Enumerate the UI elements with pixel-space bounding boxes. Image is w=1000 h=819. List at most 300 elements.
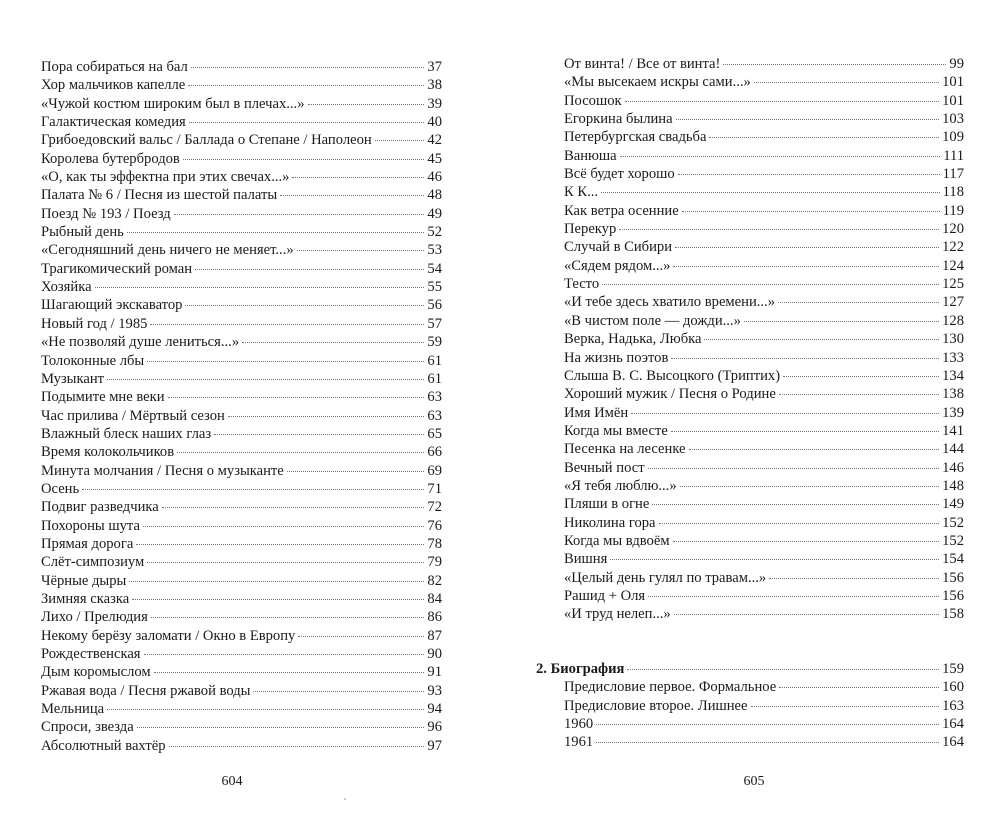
toc-entry-title: Спроси, звезда [41, 719, 134, 736]
toc-entry[interactable] [564, 110, 964, 128]
toc-entry-title: Шагающий экскаватор [41, 297, 183, 314]
toc-entry-title: Толоконные лбы [41, 352, 145, 369]
toc-entry[interactable] [41, 590, 442, 608]
toc-entry[interactable] [41, 517, 442, 535]
toc-entry[interactable] [41, 95, 442, 113]
toc-entry-page: 90 [427, 646, 442, 662]
toc-entry-title: Подымите мне веки [41, 389, 165, 406]
dot-leader [659, 523, 940, 524]
toc-entry[interactable] [41, 186, 442, 204]
dot-leader [674, 614, 939, 615]
toc-entry[interactable] [41, 663, 442, 681]
dot-leader [619, 229, 939, 230]
left-page-number: 604 [221, 774, 243, 789]
toc-entry[interactable] [41, 370, 442, 388]
toc-entry-page: 69 [427, 462, 442, 479]
toc-entry-page: 96 [427, 719, 442, 736]
toc-entry[interactable] [41, 168, 442, 186]
toc-entry-page: 139 [942, 404, 964, 421]
toc-entry-page: 119 [942, 202, 964, 219]
toc-entry-title: Ржавая вода / Песня ржавой воды [41, 682, 251, 699]
dot-leader [671, 431, 939, 432]
toc-entry[interactable] [564, 312, 964, 330]
toc-entry-page: 40 [427, 114, 442, 131]
toc-entry-title: Дым коромыслом [41, 664, 151, 681]
toc-entry-title: «И труд нелеп...» [564, 606, 671, 623]
dot-leader [751, 706, 940, 707]
toc-entry-page: 94 [427, 701, 442, 718]
toc-entry[interactable] [564, 404, 964, 422]
toc-entry-page: 91 [427, 664, 442, 681]
toc-entry-title: «Сядем рядом...» [564, 257, 671, 274]
toc-entry[interactable] [536, 697, 964, 715]
toc-entry[interactable] [564, 55, 964, 73]
dot-leader [620, 156, 941, 157]
paper-speck [344, 798, 346, 800]
dot-leader [676, 119, 940, 120]
biography-section [536, 660, 964, 752]
toc-entry-title: Рашид + Оля [564, 587, 646, 604]
dot-leader [682, 211, 940, 212]
dot-leader [783, 376, 939, 377]
toc-entry-page: 156 [942, 587, 964, 604]
dot-leader [136, 544, 424, 545]
dot-leader [168, 397, 425, 398]
toc-entry-page: 134 [942, 367, 964, 384]
toc-entry-page: 117 [942, 166, 964, 183]
toc-entry-page: 53 [427, 242, 442, 259]
dot-leader [678, 174, 940, 175]
toc-entry-page: 101 [942, 74, 964, 91]
dot-leader [147, 361, 424, 362]
toc-entry-page: 79 [427, 554, 442, 571]
toc-entry[interactable] [41, 241, 442, 259]
dot-leader [680, 486, 939, 487]
toc-entry-page: 57 [427, 315, 442, 332]
toc-entry[interactable] [564, 422, 964, 440]
toc-entry-title: Николина гора [564, 514, 656, 531]
toc-entry-page: 158 [942, 606, 964, 623]
toc-entry-title: Случай в Сибири [564, 239, 673, 256]
toc-entry[interactable] [41, 388, 442, 406]
dot-leader [185, 305, 424, 306]
toc-entry-page: 120 [942, 221, 964, 238]
toc-entry-page: 42 [427, 132, 442, 149]
toc-entry-page: 163 [942, 697, 964, 714]
dot-leader [648, 596, 939, 597]
toc-entry-page: 138 [942, 386, 964, 403]
toc-entry[interactable] [564, 605, 964, 623]
dot-leader [183, 159, 425, 160]
dot-leader [709, 137, 939, 138]
toc-entry[interactable] [41, 572, 442, 590]
toc-entry[interactable] [41, 498, 442, 516]
dot-leader [602, 284, 939, 285]
toc-entry-page: 63 [427, 407, 442, 424]
toc-entry[interactable] [564, 385, 964, 403]
toc-entry-title: Грибоедовский вальс / Баллада о Степане / Наполеон [41, 132, 372, 149]
toc-entry-title: Слёт-симпозиум [41, 554, 145, 571]
toc-entry-page: 156 [942, 569, 964, 586]
toc-entry[interactable] [564, 514, 964, 532]
toc-entry-page: 152 [942, 514, 964, 531]
toc-entry-page: 144 [942, 441, 964, 458]
dot-leader [779, 687, 939, 688]
toc-entry-title: 1961 [564, 734, 594, 751]
toc-entry-title: Егоркина былина [564, 111, 673, 128]
toc-entry[interactable] [41, 480, 442, 498]
dot-leader [298, 636, 424, 637]
dot-leader [723, 64, 946, 65]
toc-entry[interactable] [564, 367, 964, 385]
toc-entry-title: Вечный пост [564, 459, 645, 476]
toc-entry[interactable] [564, 220, 964, 238]
toc-entry-page: 76 [427, 517, 442, 534]
toc-entry[interactable] [564, 92, 964, 110]
toc-entry[interactable] [41, 150, 442, 168]
toc-entry-page: 38 [427, 77, 442, 94]
toc-entry[interactable] [564, 569, 964, 587]
toc-entry-title: 1960 [564, 716, 594, 733]
toc-entry[interactable] [564, 330, 964, 348]
toc-entry[interactable] [564, 128, 964, 146]
toc-entry-title: Предисловие второе. Лишнее [564, 697, 748, 714]
dot-leader [648, 468, 940, 469]
toc-entry[interactable] [41, 260, 442, 278]
toc-entry[interactable] [564, 73, 964, 91]
toc-entry-page: 164 [942, 734, 964, 751]
toc-entry[interactable] [41, 333, 442, 351]
toc-entry[interactable] [564, 293, 964, 311]
dot-leader [673, 266, 939, 267]
toc-entry-title: Имя Имён [564, 404, 629, 421]
toc-entry-title: Верка, Надька, Любка [564, 331, 702, 348]
toc-entry[interactable] [564, 550, 964, 568]
section-heading[interactable] [536, 660, 964, 678]
toc-entry-page: 45 [427, 150, 442, 167]
section-heading-title: 2. Биография [536, 661, 625, 677]
toc-entry-page: 146 [942, 459, 964, 476]
toc-entry-title: Вишня [564, 551, 608, 568]
dot-leader [308, 104, 425, 105]
toc-entry-page: 103 [942, 111, 964, 128]
toc-entry-title: Как ветра осенние [564, 202, 679, 219]
toc-entry-page: 111 [943, 147, 964, 164]
toc-entry-page: 37 [427, 59, 442, 75]
toc-entry-title: «В чистом поле — дожди...» [564, 312, 741, 329]
toc-entry-title: Когда мы вдвоём [564, 532, 670, 549]
dot-leader [744, 321, 939, 322]
toc-entry[interactable] [41, 223, 442, 241]
toc-entry-title: Некому берёзу заломати / Окно в Европу [41, 627, 296, 644]
toc-entry-page: 82 [427, 572, 442, 589]
toc-entry-page: 78 [427, 535, 442, 552]
dot-leader [601, 192, 940, 193]
toc-entry-page: 61 [427, 352, 442, 369]
toc-entry-page: 148 [942, 477, 964, 494]
dot-leader [144, 654, 425, 655]
toc-entry[interactable] [41, 737, 442, 755]
toc-entry[interactable] [41, 700, 442, 718]
toc-entry[interactable] [564, 183, 964, 201]
dot-leader [162, 507, 425, 508]
dot-leader [754, 82, 939, 83]
toc-entry-page: 122 [942, 239, 964, 256]
toc-entry-title: «Мы высекаем искры сами...» [564, 74, 751, 91]
dot-leader [253, 691, 424, 692]
toc-entry-page: 55 [427, 279, 442, 296]
toc-entry-title: Песенка на лесенке [564, 441, 686, 458]
dot-leader [147, 562, 424, 563]
toc-entry-page: 125 [942, 276, 964, 293]
toc-entry-title: Всё будет хорошо [564, 166, 675, 183]
toc-entry-title: Хороший мужик / Песня о Родине [564, 386, 776, 403]
right-page [500, 0, 1000, 819]
toc-entry-title: Час прилива / Мёртвый сезон [41, 407, 225, 424]
dot-leader [778, 302, 939, 303]
toc-entry-title: Абсолютный вахтёр [41, 737, 166, 754]
dot-leader [169, 746, 425, 747]
toc-entry-page: 127 [942, 294, 964, 311]
right-toc-list [564, 55, 964, 624]
toc-entry[interactable] [41, 315, 442, 333]
toc-entry-page: 87 [427, 627, 442, 644]
toc-entry-page: 133 [942, 349, 964, 366]
toc-entry[interactable] [536, 715, 964, 733]
toc-entry-title: «Не позволяй душе лениться...» [41, 334, 240, 351]
dot-leader [127, 232, 425, 233]
dot-leader [132, 599, 424, 600]
toc-entry-title: От винта! / Все от винта! [564, 56, 721, 72]
toc-entry-page: 84 [427, 590, 442, 607]
dot-leader [673, 541, 940, 542]
dot-leader [154, 672, 425, 673]
dot-leader [652, 504, 939, 505]
toc-entry[interactable] [564, 495, 964, 513]
toc-entry-title: Влажный блеск наших глаз [41, 425, 212, 442]
toc-entry-title: Ванюша [564, 147, 617, 164]
toc-entry-title: Пора собираться на бал [41, 59, 188, 75]
toc-entry[interactable] [41, 535, 442, 553]
toc-entry[interactable] [41, 718, 442, 736]
toc-entry[interactable] [564, 147, 964, 165]
toc-entry-page: 93 [427, 682, 442, 699]
dot-leader [704, 339, 939, 340]
toc-entry[interactable] [41, 407, 442, 425]
dot-leader [242, 342, 424, 343]
dot-leader [189, 122, 425, 123]
dot-leader [228, 416, 425, 417]
toc-entry-page: 109 [942, 129, 964, 146]
toc-entry-title: Зимняя сказка [41, 590, 130, 607]
toc-entry-page: 149 [942, 496, 964, 513]
toc-entry[interactable] [564, 202, 964, 220]
toc-entry[interactable] [41, 553, 442, 571]
toc-entry-page: 59 [427, 334, 442, 351]
dot-leader [82, 489, 424, 490]
toc-entry-title: Похороны шута [41, 517, 140, 534]
toc-entry-title: Палата № 6 / Песня из шестой палаты [41, 187, 278, 204]
toc-entry-page: 101 [942, 92, 964, 109]
toc-entry-title: «Чужой костюм широким был в плечах...» [41, 95, 305, 112]
dot-leader [214, 434, 424, 435]
dot-leader [174, 214, 425, 215]
toc-entry-title: «И тебе здесь хватило времени...» [564, 294, 775, 311]
dot-leader [375, 140, 425, 141]
toc-entry-title: Прямая дорога [41, 535, 134, 552]
toc-entry-page: 49 [427, 205, 442, 222]
dot-leader [195, 269, 424, 270]
toc-entry-page: 130 [942, 331, 964, 348]
toc-entry[interactable] [41, 278, 442, 296]
toc-entry-title: Лихо / Прелюдия [41, 609, 148, 626]
toc-entry-title: «Целый день гулял по травам...» [564, 569, 767, 586]
dot-leader [107, 379, 424, 380]
dot-leader [287, 471, 425, 472]
toc-entry[interactable] [564, 459, 964, 477]
toc-entry-page: 54 [427, 260, 442, 277]
toc-entry-title: Время колокольчиков [41, 444, 175, 461]
toc-entry-title: Минута молчания / Песня о музыканте [41, 462, 284, 479]
dot-leader [631, 413, 939, 414]
toc-entry-title: Тесто [564, 276, 600, 293]
toc-entry[interactable] [41, 627, 442, 645]
toc-entry-title: Осень [41, 480, 80, 497]
toc-entry-title: «О, как ты эффектна при этих свечах...» [41, 169, 290, 186]
toc-entry-title: Рыбный день [41, 224, 124, 241]
toc-entry[interactable] [41, 352, 442, 370]
toc-entry-page: 52 [427, 224, 442, 241]
toc-entry-page: 39 [427, 95, 442, 112]
toc-entry-page: 152 [942, 532, 964, 549]
dot-leader [143, 526, 424, 527]
dot-leader [627, 669, 939, 670]
toc-entry-page: 66 [427, 444, 442, 461]
dot-leader [188, 85, 424, 86]
toc-entry[interactable] [41, 462, 442, 480]
toc-entry-title: Когда мы вместе [564, 422, 668, 439]
dot-leader [625, 101, 940, 102]
toc-entry[interactable] [41, 76, 442, 94]
toc-entry-title: Поезд № 193 / Поезд [41, 205, 171, 222]
dot-leader [191, 67, 425, 68]
toc-entry-page: 118 [942, 184, 964, 201]
toc-entry[interactable] [564, 257, 964, 275]
toc-entry-title: Хор мальчиков капелле [41, 77, 186, 94]
toc-entry[interactable] [564, 477, 964, 495]
toc-entry-title: Слыша В. С. Высоцкого (Триптих) [564, 367, 781, 384]
toc-entry-title: Рождественская [41, 646, 141, 662]
toc-entry[interactable] [536, 733, 964, 751]
dot-leader [177, 452, 424, 453]
dot-leader [671, 358, 939, 359]
toc-entry-page: 72 [427, 499, 442, 516]
toc-entry-title: На жизнь поэтов [564, 349, 669, 366]
toc-entry-page: 65 [427, 425, 442, 442]
toc-entry[interactable] [564, 440, 964, 458]
toc-entry-page: 128 [942, 312, 964, 329]
dot-leader [150, 324, 424, 325]
toc-entry[interactable] [41, 608, 442, 626]
toc-entry-page: 160 [942, 679, 964, 696]
dot-leader [151, 617, 425, 618]
toc-entry[interactable] [41, 645, 442, 663]
toc-entry[interactable] [564, 165, 964, 183]
toc-entry-page: 63 [427, 389, 442, 406]
toc-entry-page: 141 [942, 422, 964, 439]
dot-leader [129, 581, 424, 582]
toc-entry[interactable] [536, 678, 964, 696]
dot-leader [95, 287, 425, 288]
toc-entry-page: 48 [427, 187, 442, 204]
toc-entry-page: 124 [942, 257, 964, 274]
toc-entry-title: Королева бутербродов [41, 150, 180, 167]
toc-entry-title: Хозяйка [41, 279, 92, 296]
toc-entry[interactable] [41, 425, 442, 443]
dot-leader [689, 449, 940, 450]
toc-entry-page: 164 [942, 716, 964, 733]
dot-leader [596, 724, 939, 725]
dot-leader [280, 195, 424, 196]
dot-leader [297, 250, 425, 251]
toc-entry[interactable] [564, 587, 964, 605]
toc-entry-title: Мельница [41, 701, 105, 718]
dot-leader [292, 177, 424, 178]
toc-entry-page: 46 [427, 169, 442, 186]
dot-leader [675, 247, 939, 248]
toc-entry-title: Чёрные дыры [41, 572, 127, 589]
toc-entry-title: Предисловие первое. Формальное [564, 679, 777, 696]
dot-leader [610, 559, 939, 560]
toc-entry[interactable] [564, 275, 964, 293]
toc-entry-title: «Я тебя люблю...» [564, 477, 677, 494]
toc-entry[interactable] [41, 296, 442, 314]
dot-leader [779, 394, 939, 395]
toc-entry-title: Подвиг разведчика [41, 499, 159, 516]
toc-entry[interactable] [41, 443, 442, 461]
toc-entry-title: Петербургская свадьба [564, 129, 707, 146]
toc-entry[interactable] [564, 532, 964, 550]
right-page-number: 605 [743, 774, 765, 789]
toc-entry-page: 86 [427, 609, 442, 626]
toc-entry-title: Посошок [564, 92, 622, 109]
toc-entry-page: 61 [427, 370, 442, 387]
toc-entry-title: Музыкант [41, 370, 105, 387]
dot-leader [769, 578, 939, 579]
toc-entry-page: 97 [427, 737, 442, 754]
toc-entry[interactable] [41, 113, 442, 131]
section-heading-page: 159 [942, 661, 964, 677]
toc-entry[interactable] [41, 682, 442, 700]
toc-entry-page: 99 [949, 56, 964, 72]
dot-leader [107, 709, 424, 710]
toc-entry[interactable] [564, 349, 964, 367]
toc-entry-page: 56 [427, 297, 442, 314]
toc-entry-title: Новый год / 1985 [41, 315, 148, 332]
toc-entry-title: Галактическая комедия [41, 114, 186, 131]
dot-leader [596, 742, 939, 743]
toc-entry-page: 154 [942, 551, 964, 568]
toc-entry-title: «Сегодняшний день ничего не меняет...» [41, 242, 294, 259]
toc-entry[interactable] [41, 58, 442, 76]
toc-entry-title: Пляши в огне [564, 496, 650, 513]
toc-entry[interactable] [41, 131, 442, 149]
toc-entry[interactable] [41, 205, 442, 223]
toc-entry-page: 71 [427, 480, 442, 497]
dot-leader [137, 727, 425, 728]
toc-entry[interactable] [564, 238, 964, 256]
toc-entry-title: Трагикомический роман [41, 260, 193, 277]
